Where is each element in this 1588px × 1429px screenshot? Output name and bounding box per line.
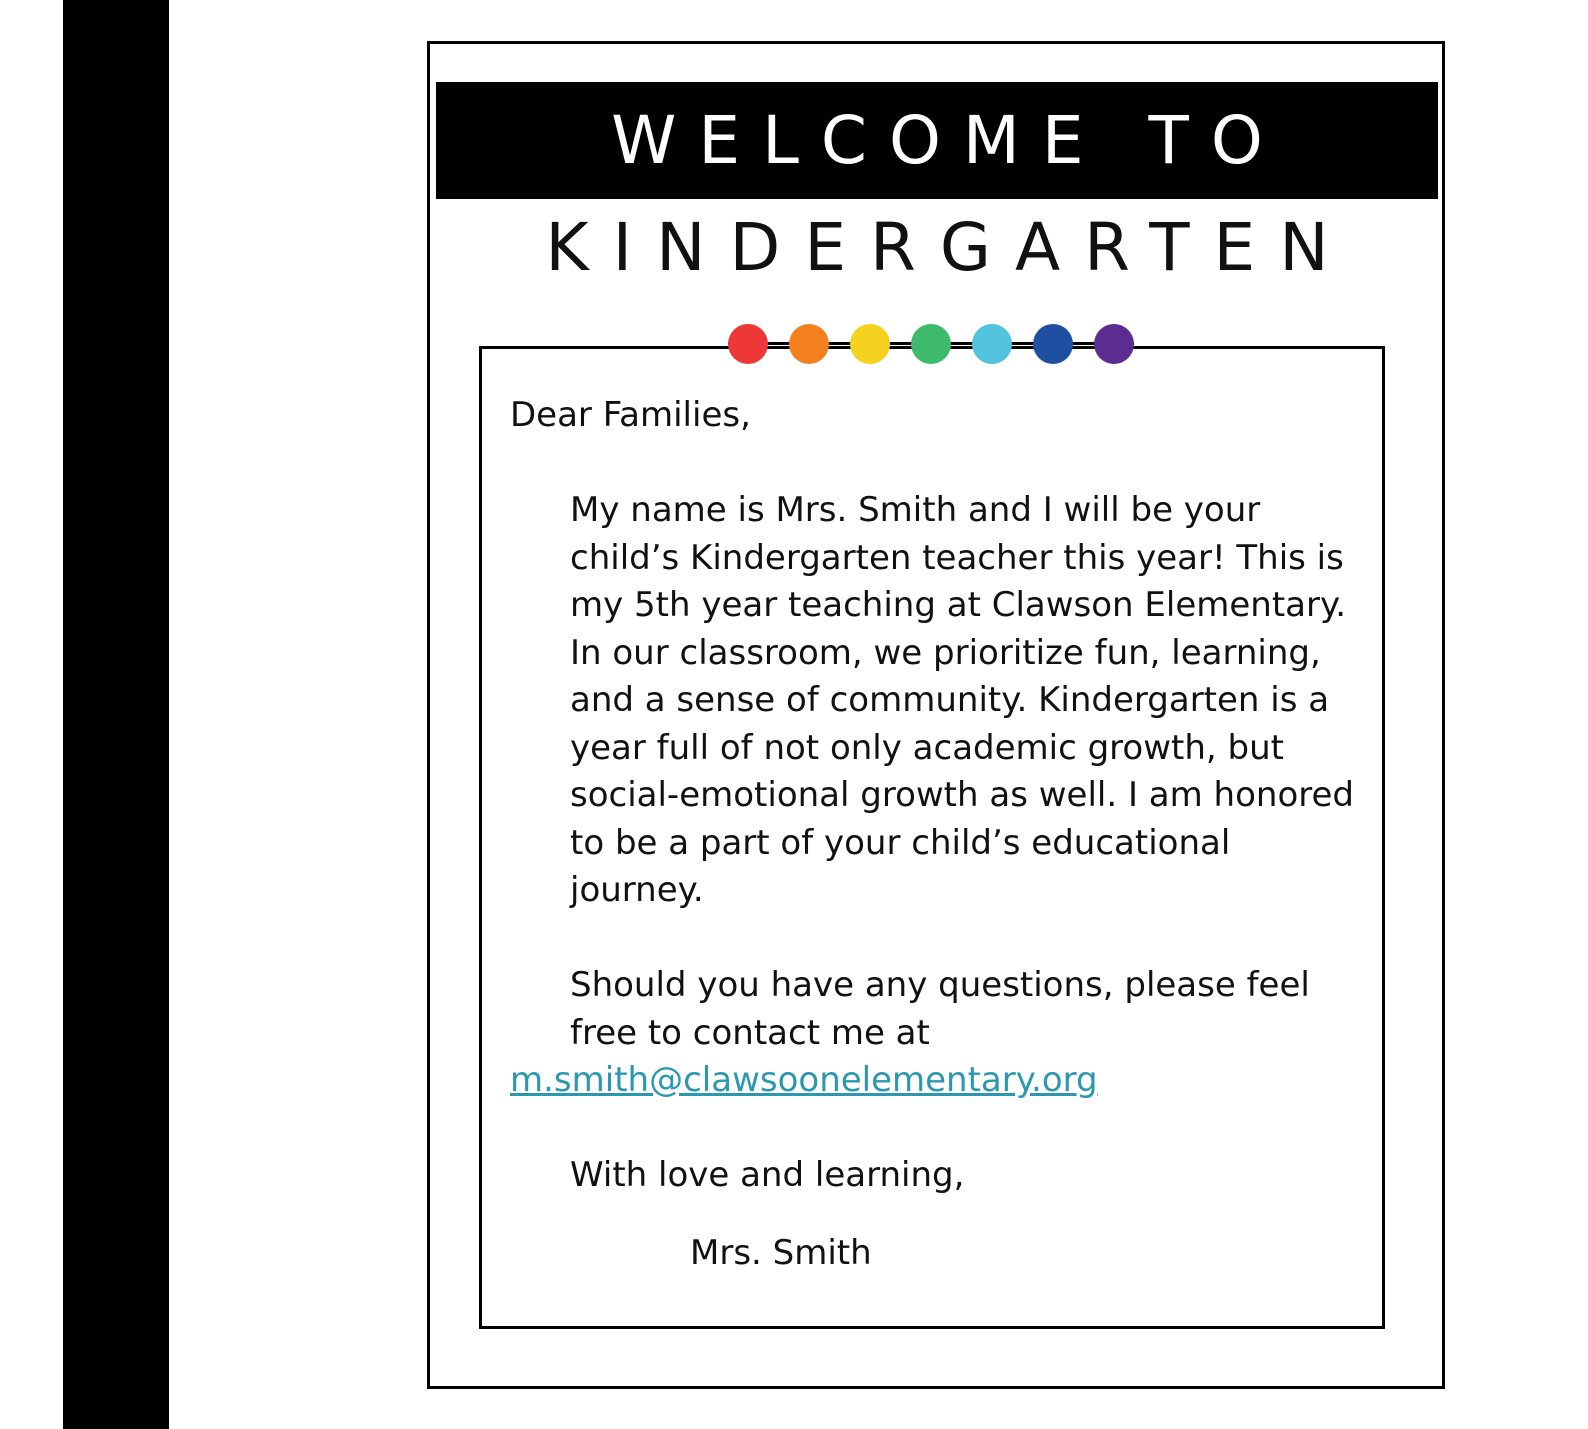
banner-title: WELCOME TO [611,101,1285,179]
purple-dot [1094,324,1134,364]
letter-body [510,392,1360,1277]
light-blue-dot [972,324,1012,364]
greeting: Dear Families, [510,395,751,435]
email-link[interactable]: m.smith@clawsoonelementary.org [510,1060,1098,1100]
green-dot [911,324,951,364]
welcome-banner [436,82,1438,199]
paragraph-contact: Should you have any questions, please feel free to contact me at [570,965,1310,1053]
yellow-dot [850,324,890,364]
left-black-bar [63,0,169,1429]
orange-dot [789,324,829,364]
rainbow-dots [728,324,1134,364]
kindergarten-title [436,208,1438,288]
blue-dot [1033,324,1073,364]
closing: With love and learning, [570,1155,965,1195]
subtitle-text: KINDERGARTEN [545,209,1353,286]
red-dot [728,324,768,364]
signature: Mrs. Smith [690,1232,872,1273]
paragraph-intro: My name is Mrs. Smith and I will be your child’s Kindergarten teacher this year! This is my 5th year teaching at Clawson Elementary. In our classroom, we prioritize fun, learning, and a sense of community. Kindergarten is a year full of not only academic growth, but social-emotional growth as well. I am honored to be a part of your child’s educational journey. [570,490,1354,910]
